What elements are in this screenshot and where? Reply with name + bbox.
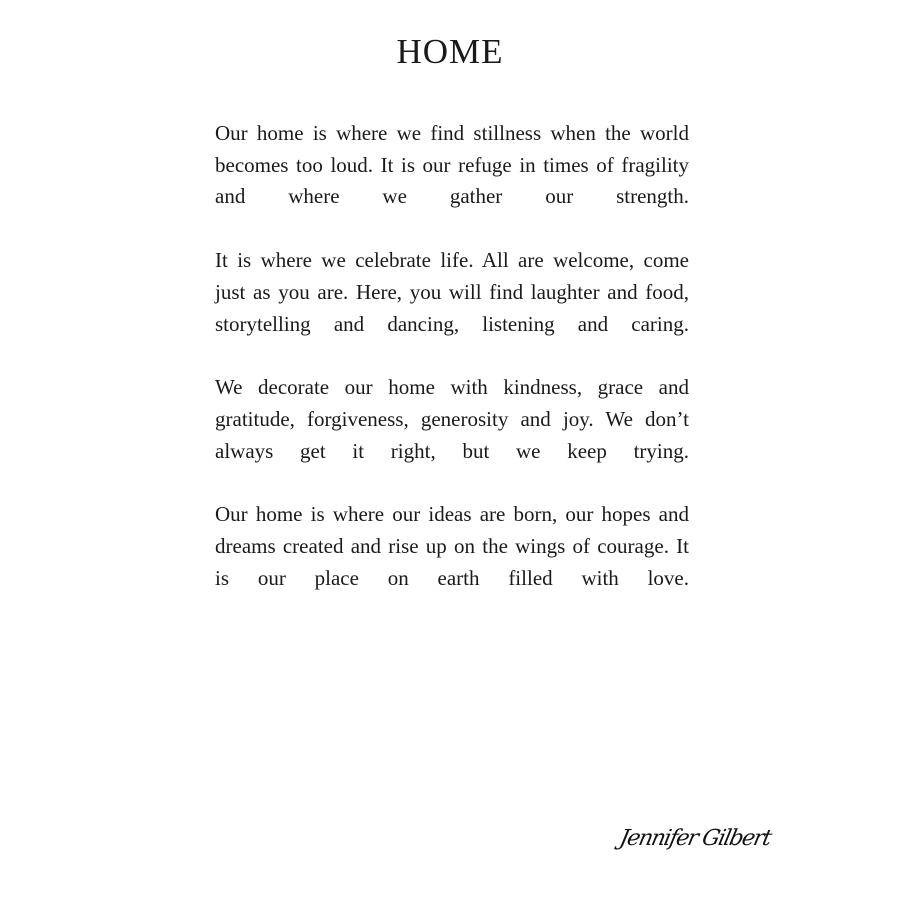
paragraph-2: It is where we celebrate life. All are welcome, come just as you are. Here, you will find laughter and food, storytelling and dancing, listening and caring. bbox=[215, 248, 689, 336]
page-title: HOME bbox=[396, 32, 504, 71]
poem-body bbox=[215, 118, 689, 626]
paragraph-1: Our home is where we find stillness when the world becomes too loud. It is our refuge in times of fragility and where we gather our strength. bbox=[215, 121, 689, 209]
author-signature: Jennifer Gilbert bbox=[617, 826, 773, 851]
paragraph-4: Our home is where our ideas are born, our hopes and dreams created and rise up on the wings of courage. It is our place on earth filled with love. bbox=[215, 502, 689, 590]
paragraph-3: We decorate our home with kindness, grace and gratitude, forgiveness, generosity and joy. We don’t always get it right, but we keep trying. bbox=[215, 375, 689, 463]
